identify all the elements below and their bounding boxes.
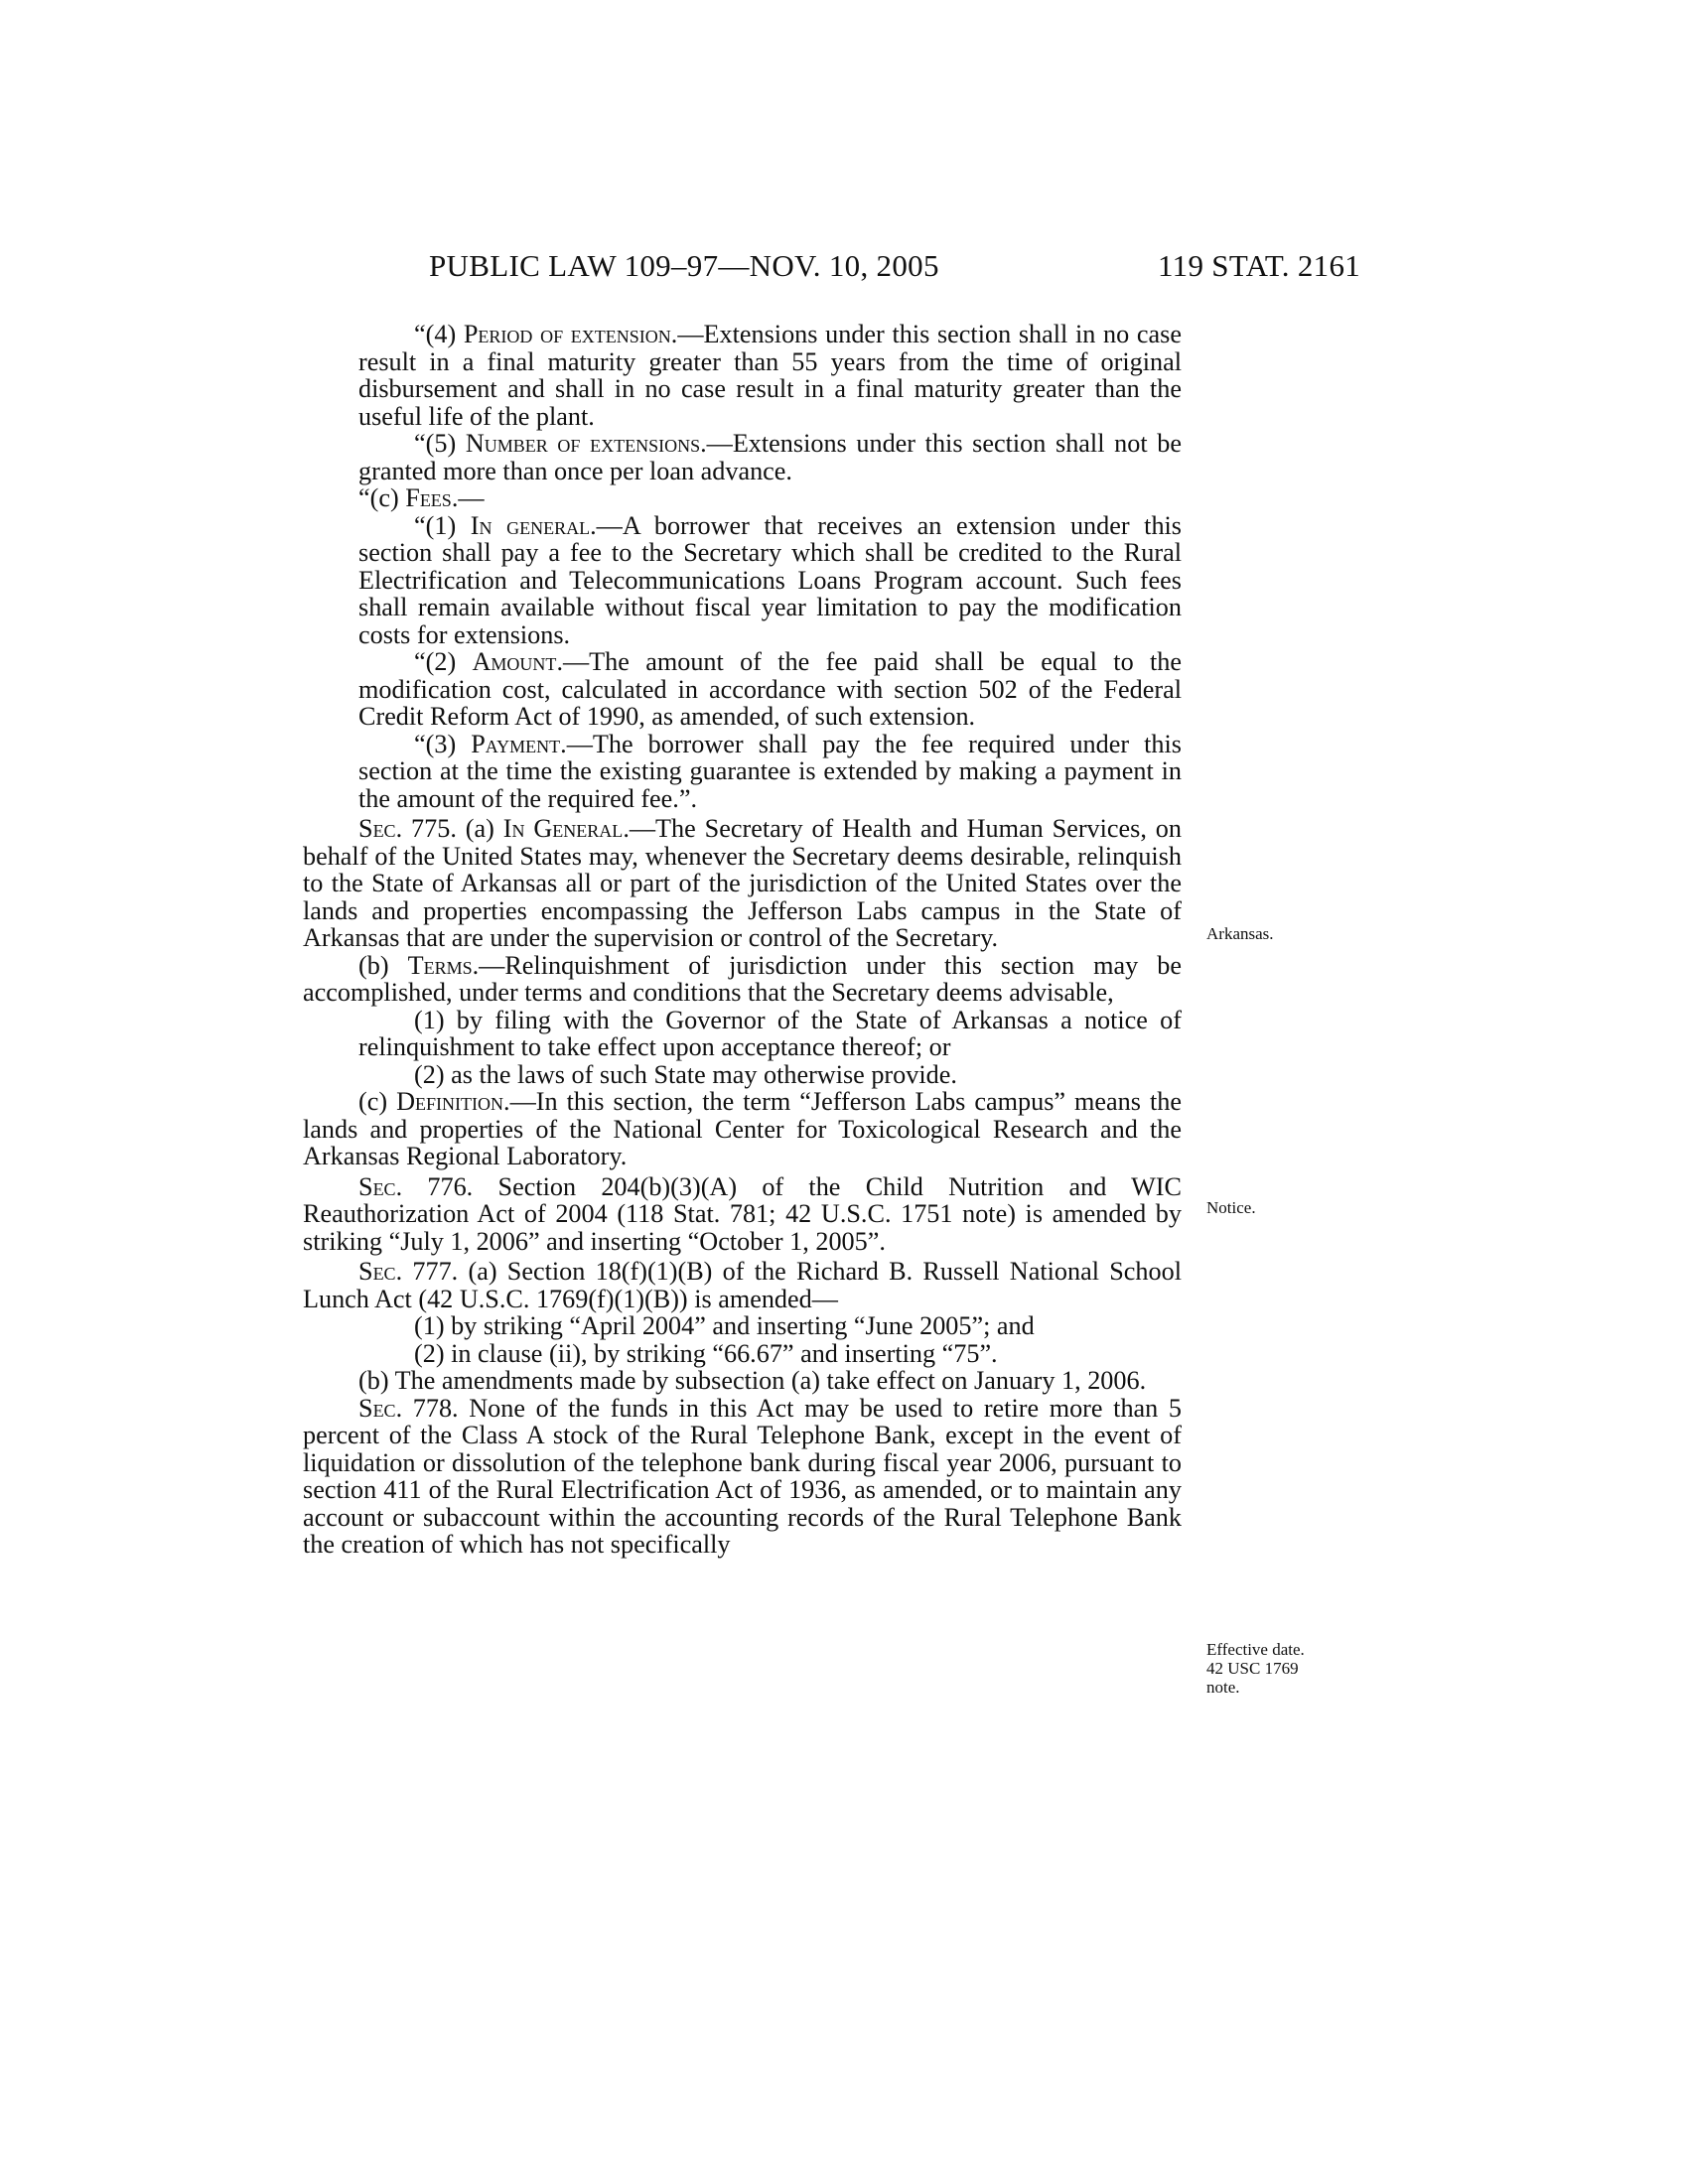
section-775-terms [303,952,1182,1007]
paragraph-number-of-extensions [303,430,1182,484]
paragraph-heading: Period of extension [463,320,671,348]
paragraph-heading: Terms [407,950,473,980]
section-777-b [303,1367,1182,1395]
paragraph-text: .—The Secretary of Health and Human Services, on behalf of the United States may, whenever the Secretary deems desirable, relinquish to the State of Arkansas all or part of the jurisdiction of the United States over the lands and properties encompassing the Jefferson Labs campus in the State of Arkansas that are under the supervision or control of the Secretary. [303,814,1182,952]
paragraph-lead: “(3) [414,729,472,758]
paragraph-text: (1) by striking “April 2004” and inserting “June 2005”; and [414,1311,1035,1340]
paragraph-text: .—Extensions under this section shall not be granted more than once per loan advance. [358,429,1182,485]
paragraph-text: (b) The amendments made by subsection (a) take effect on January 1, 2006. [358,1366,1147,1395]
paragraph-text: . 777. (a) Section 18(f)(1)(B) of the Richard B. Russell National School Lunch Act (42 U.S.C. 1769(f)(1)(B)) is amended— [303,1257,1182,1313]
section-776 [303,1173,1182,1256]
paragraph-text: . 776. Section 204(b)(3)(A) of the Child Nutrition and WIC Reauthorization Act of 2004 (118 Stat. 781; 42 U.S.C. 1751 note) is amended by striking “July 1, 2006” and inserting “October 1, 2005”. [303,1171,1182,1256]
paragraph-lead: “(4) [414,320,464,348]
paragraph-lead: “(5) [414,429,466,458]
paragraph-text: .—The amount of the fee paid shall be equal to the modification cost, calculated in accordance with section 502 of the Federal Credit Reform Act of 1990, as amended, of such extension. [358,647,1182,731]
section-label: Sec [358,814,396,843]
paragraph-text: .— [451,483,485,512]
paragraph-heading: Amount [472,647,557,676]
paragraph-lead: “(c) [358,483,406,512]
paragraph-lead: “(1) [414,510,471,540]
paragraph-text: .—In this section, the term “Jefferson Labs campus” means the lands and properties of the National Center for Toxicological Research and the Arkansas Regional Laboratory. [303,1087,1182,1170]
paragraph-lead: . 775. (a) [395,814,503,843]
section-777 [303,1258,1182,1312]
section-775-definition [303,1088,1182,1170]
section-775-terms-item-1 [303,1007,1182,1061]
page-number: 119 STAT. 2161 [1158,248,1361,283]
margin-note-notice: Notice. [1206,1198,1256,1217]
paragraph-text: .—A borrower that receives an extension under this section shall pay a fee to the Secretary which shall be credited to the Rural Electrification and Telecommunications Loans Program account. Such fees shall remain available without fiscal year limitation to pay the modification costs for extensions. [358,510,1182,649]
paragraph-heading: Fees [405,483,452,512]
section-775-in-general [303,815,1182,952]
section-777-item-1 [303,1312,1182,1340]
paragraph-heading: In general [470,510,591,540]
page-header [0,248,1688,288]
paragraph-text: .—Extensions under this section shall in no case result in a final maturity greater than 55 years from the time of original disbursement and shall in no case result in a final maturity greater than the useful life of the plant. [358,320,1182,431]
margin-note-line: note. [1206,1678,1240,1697]
section-label: Sec [358,1257,396,1286]
paragraph-period-of-extension [303,321,1182,430]
paragraph-amount [303,648,1182,731]
paragraph-heading: In General [502,814,624,843]
paragraph-text: .—Relinquishment of jurisdiction under this section may be accomplished, under terms and conditions that the Secretary deems advisable, [303,950,1182,1007]
margin-note-effective-date [1206,1640,1345,1697]
paragraph-payment [303,731,1182,813]
paragraph-fees-in-general [303,512,1182,649]
body-text [303,321,1182,1559]
section-label: Sec [358,1393,396,1423]
section-778 [303,1395,1182,1559]
paragraph-fees [303,484,1182,512]
paragraph-lead: (c) [358,1087,397,1116]
paragraph-text: (1) by filing with the Governor of the State of Arkansas a notice of relinquishment to take effect upon acceptance thereof; or [358,1005,1182,1061]
paragraph-heading: Number of extensions [465,429,701,458]
paragraph-text: . 778. None of the funds in this Act may be used to retire more than 5 percent of the Class A stock of the Rural Telephone Bank, except in the event of liquidation or dissolution of the telephone bank during fiscal year 2006, pursuant to section 411 of the Rural Electrification Act of 1936, as amended, or to maintain any account or subaccount within the accounting records of the Rural Telephone Bank the creation of which has not specifically [303,1393,1182,1559]
paragraph-text: (2) in clause (ii), by striking “66.67” and inserting “75”. [414,1338,998,1368]
paragraph-lead: “(2) [414,647,473,676]
margin-note-line: 42 USC 1769 [1206,1659,1299,1678]
margin-note-arkansas: Arkansas. [1206,924,1274,943]
section-label: Sec [358,1171,396,1201]
running-title: PUBLIC LAW 109–97—NOV. 10, 2005 [429,248,939,283]
section-777-item-2 [303,1340,1182,1368]
margin-note-line: Effective date. [1206,1640,1305,1659]
paragraph-lead: (b) [358,950,408,980]
paragraph-heading: Payment [471,729,561,758]
paragraph-text: .—The borrower shall pay the fee required under this section at the time the existing guarantee is extended by making a payment in the amount of the required fee.”. [358,729,1182,813]
paragraph-heading: Definition [396,1087,504,1116]
paragraph-text: (2) as the laws of such State may otherwise provide. [414,1059,957,1089]
section-775-terms-item-2 [303,1061,1182,1089]
